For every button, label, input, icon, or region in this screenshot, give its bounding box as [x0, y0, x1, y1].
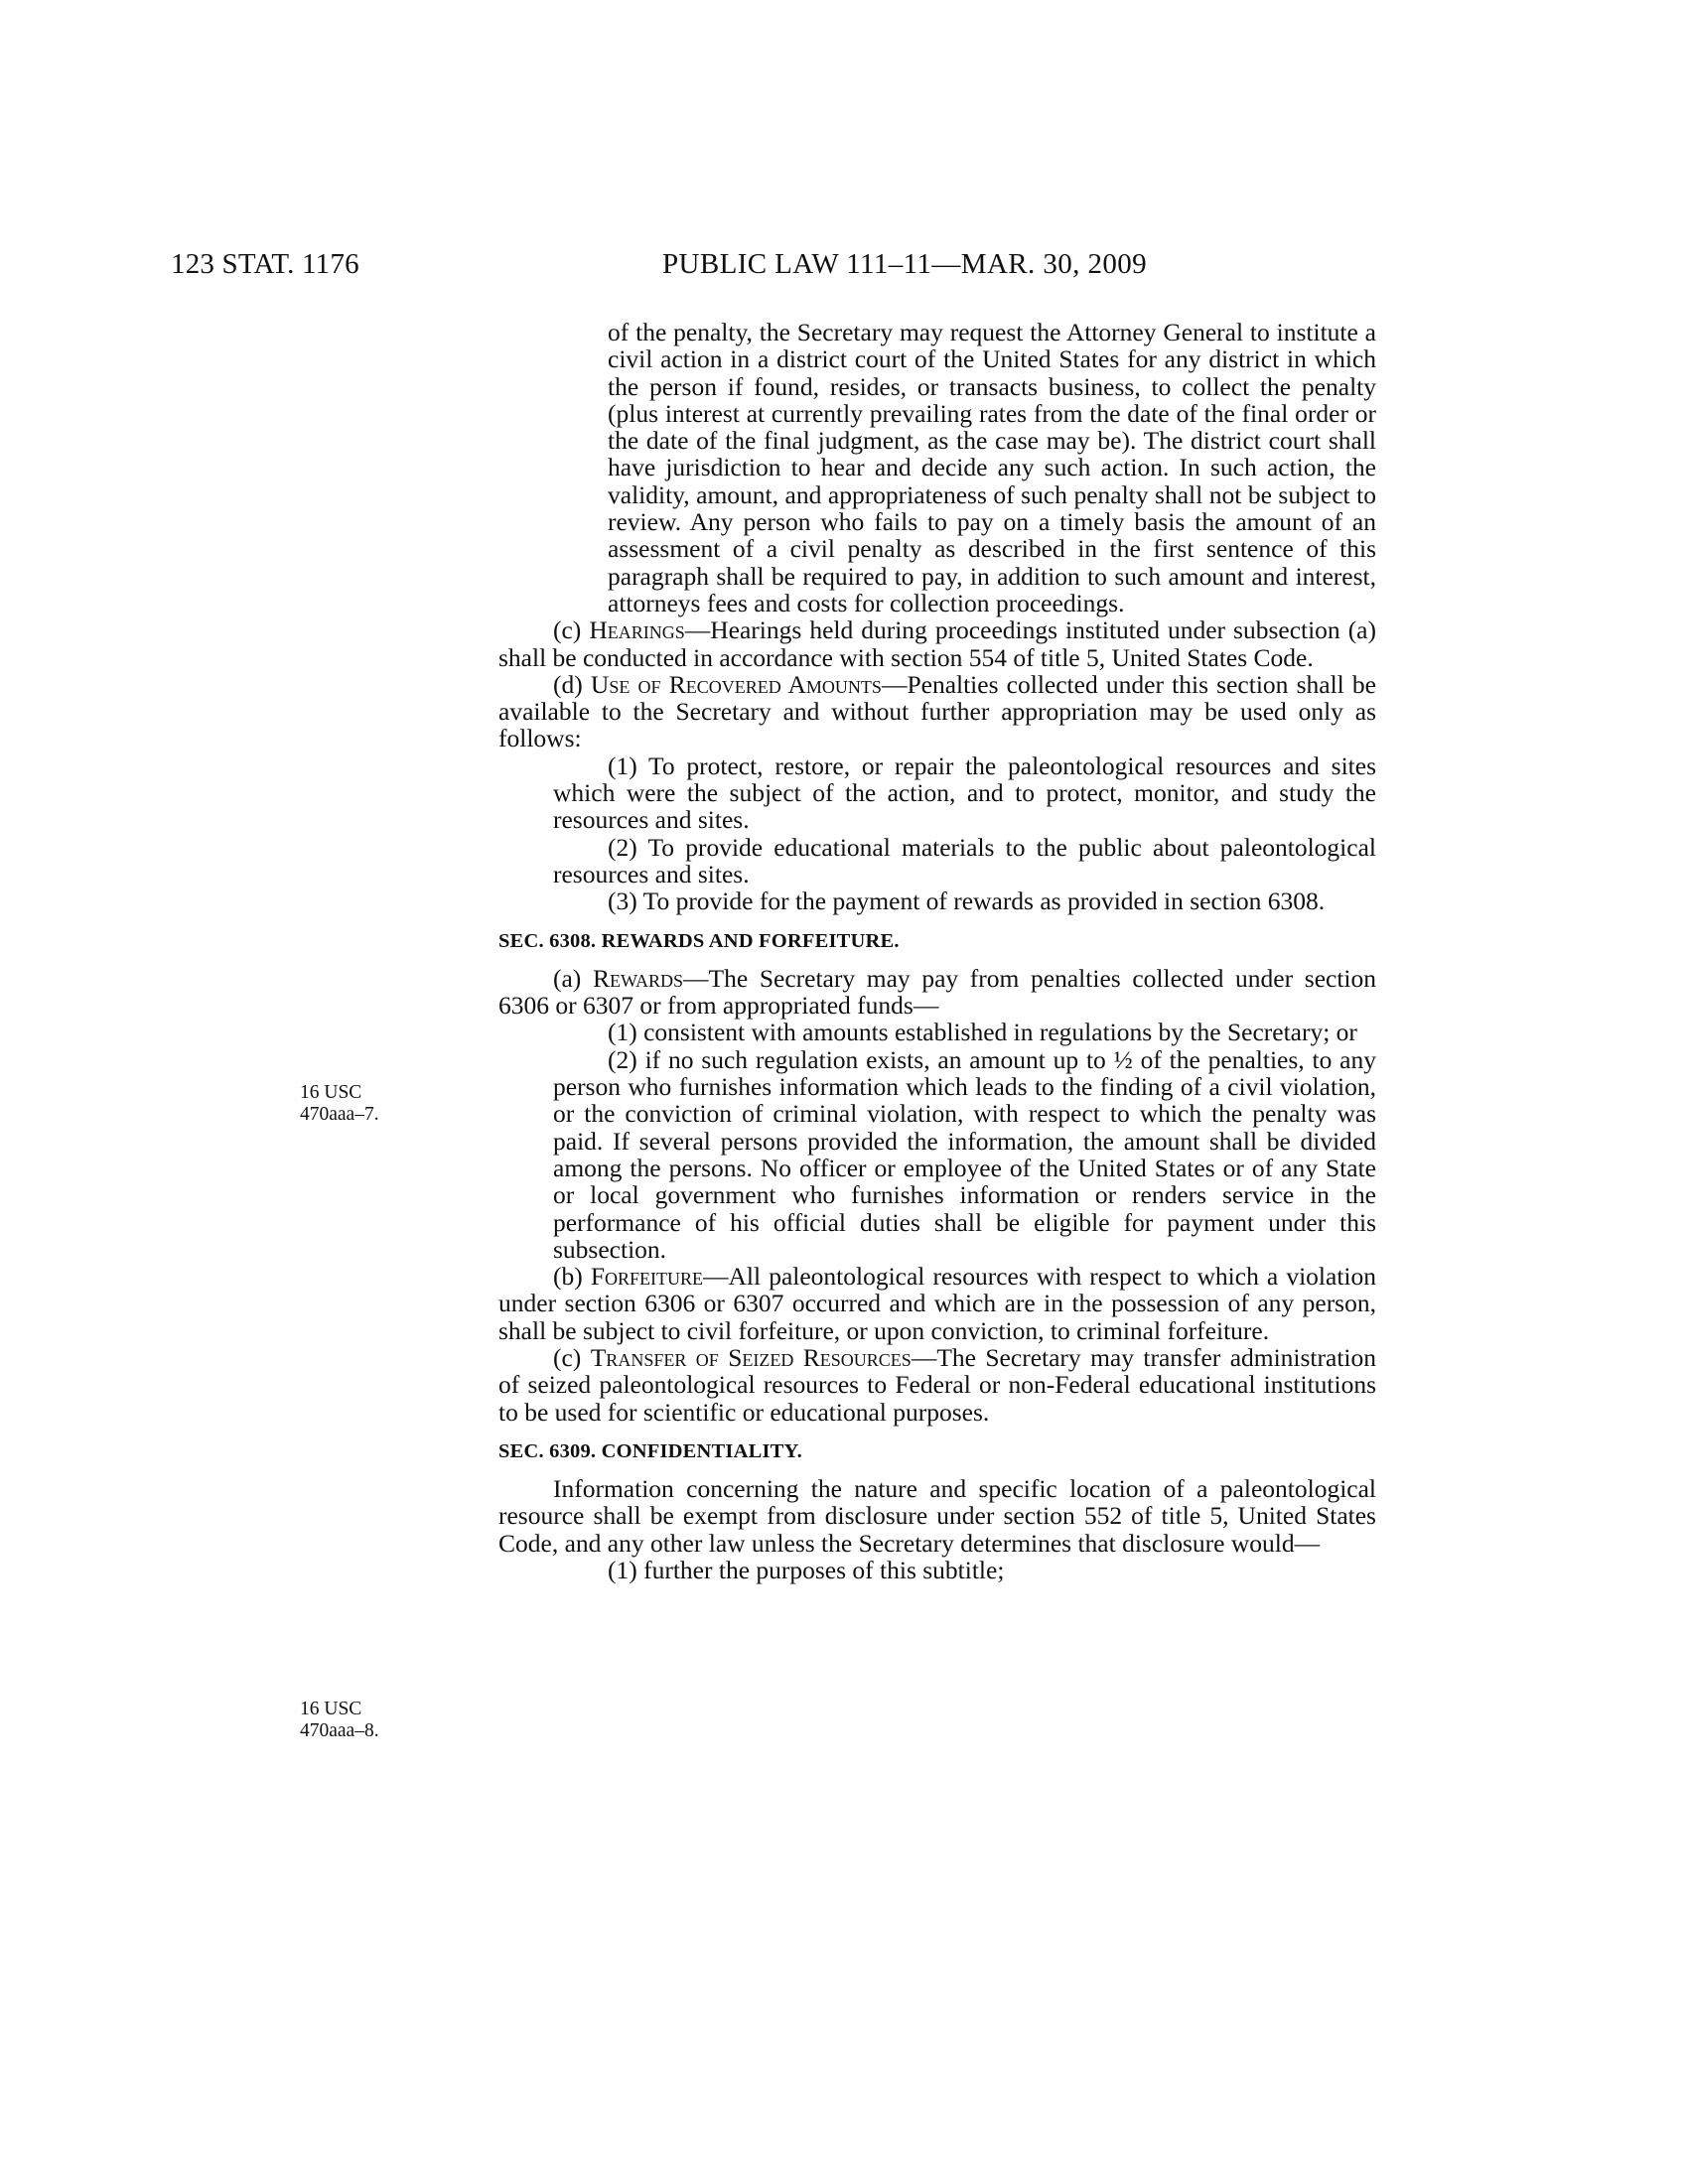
confidentiality-paragraph: Information concerning the nature and specific location of a paleontological resource shall be exempt from disclosure under section 552 of title 5, United States Code, and any other law unless the Secretary determines that disclosure would—: [498, 1474, 1376, 1558]
subsection-c-transfer: [498, 1344, 1376, 1426]
margin-note-sec-6308: [300, 1082, 379, 1126]
margin-note-sec-6309: [300, 1699, 379, 1742]
subsection-text: —The Secretary may pay from penalties collected under section 6306 or 6307 or from appropriated funds—: [498, 963, 1377, 1021]
subsection-heading: Hearings: [589, 615, 685, 645]
margin-note-line: 16 USC: [300, 1082, 362, 1103]
paragraph-item: (1) To protect, restore, or repair the paleontological resources and sites which were the subject of the action, and to protect, monitor, and study the resources and sites.: [553, 751, 1376, 835]
section-heading-6308: SEC. 6308. REWARDS AND FORFEITURE.: [498, 929, 900, 952]
subsection-text: —All paleontological resources with respect to which a violation under section 6306 or 6307 occurred and which are in the possession of any person, shall be subject to civil forfeiture, or upon conviction, to criminal forfeiture.: [498, 1262, 1376, 1345]
section-heading-6309: SEC. 6309. CONFIDENTIALITY.: [498, 1439, 802, 1462]
paragraph-item: (2) To provide educational materials to the public about paleontological resources and sites.: [553, 832, 1376, 888]
subsection-text: —The Secretary may transfer administration of seized paleontological resources to Federal or non-Federal educational institutions to be used for scientific or educational purposes.: [498, 1342, 1376, 1427]
subsection-heading: Transfer of Seized Resources: [590, 1342, 912, 1372]
subsection-heading: Use of Recovered Amounts: [590, 669, 882, 699]
subsection-text: —Hearings held during proceedings instituted under subsection (a) shall be conducted in accordance with section 554 of title 5, United States Code.: [498, 615, 1376, 672]
subsection-b-forfeiture: [498, 1263, 1376, 1344]
subsection-label: (c): [553, 615, 582, 645]
paragraph-item: (1) further the purposes of this subtitle;: [608, 1556, 1005, 1585]
subsection-c-hearings: [498, 616, 1376, 671]
paragraph-item: (3) To provide for the payment of rewards as provided in section 6308.: [608, 887, 1326, 916]
margin-note-line: 16 USC: [300, 1699, 362, 1719]
page-header: [0, 248, 1688, 288]
subsection-a-rewards: [498, 965, 1376, 1020]
subsection-label: (a): [553, 963, 582, 993]
subsection-d-use-of-recovered-amounts: [498, 671, 1376, 752]
subsection-heading: Forfeiture: [590, 1262, 704, 1292]
paragraph-item: (1) consistent with amounts established in regulations by the Secretary; or: [608, 1018, 1357, 1047]
margin-note-line: 470aaa–7.: [300, 1104, 379, 1125]
subsection-heading: Rewards: [592, 963, 683, 993]
statute-citation: 123 STAT. 1176: [171, 248, 359, 280]
running-head: PUBLIC LAW 111–11—MAR. 30, 2009: [662, 248, 1148, 280]
subsection-label: (c): [553, 1342, 582, 1372]
subsection-label: (b): [553, 1262, 583, 1292]
subsection-label: (d): [553, 669, 583, 699]
main-text-column: [498, 319, 1376, 1583]
subsection-text: —Penalties collected under this section shall be available to the Secretary and without further appropriation may be used only as follows:: [498, 669, 1377, 753]
margin-note-line: 470aaa–8.: [300, 1720, 379, 1741]
paragraph-item: (2) if no such regulation exists, an amount up to ½ of the penalties, to any person who furnishes information which leads to the finding of a civil violation, or the conviction of criminal violation, with respect to which the penalty was paid. If several persons provided the information, the amount shall be divided among the persons. No officer or employee of the United States or of any State or local government who furnishes information or renders service in the performance of his official duties shall be eligible for payment under this subsection.: [553, 1044, 1376, 1264]
continuation-paragraph: of the penalty, the Secretary may request the Attorney General to institute a civil action in a district court of the United States for any district in which the person if found, resides, or transacts business, to collect the penalty (plus interest at currently prevailing rates from the date of the final order or the date of the final judgment, as the case may be). The district court shall have jurisdiction to hear and decide any such action. In such action, the validity, amount, and appropriateness of such penalty shall not be subject to review. Any person who fails to pay on a timely basis the amount of an assessment of a civil penalty as described in the first sentence of this paragraph shall be required to pay, in addition to such amount and interest, attorneys fees and costs for collection proceedings.: [608, 318, 1376, 617]
